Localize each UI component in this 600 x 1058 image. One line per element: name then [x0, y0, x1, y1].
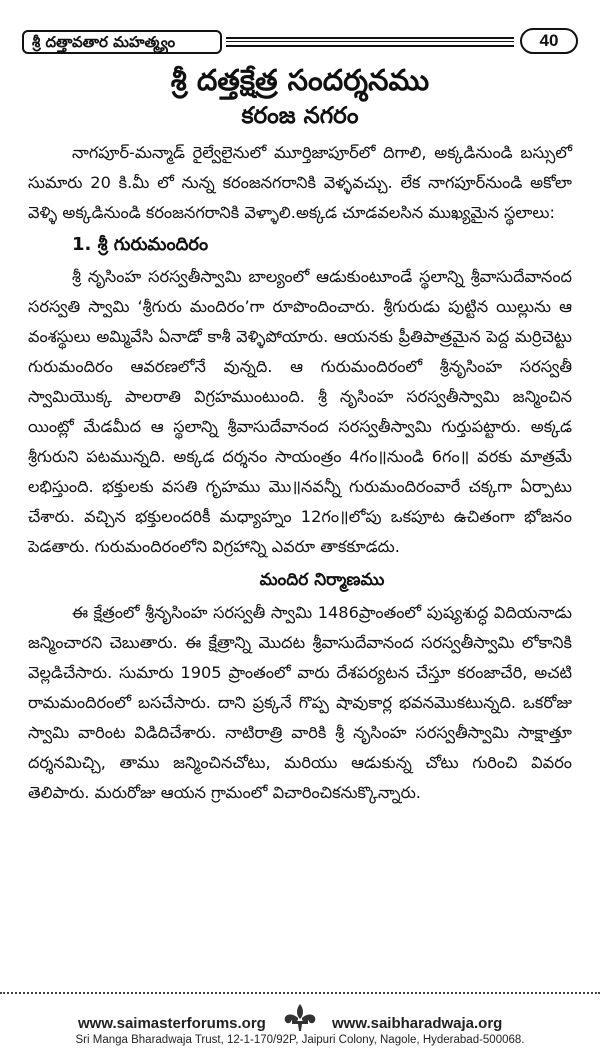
page-title: శ్రీ దత్తక్షేత్ర సందర్శనము	[170, 63, 430, 97]
page-footer	[0, 1003, 600, 1053]
page-subtitle: కరంజ నగరం	[241, 103, 359, 129]
footer-link-right[interactable]: www.saibharadwaja.org	[332, 1015, 503, 1032]
section-paragraph: శ్రీ నృసింహ సరస్వతీస్వామి బాల్యంలో ఆడుకుంటూండే స్థలాన్ని శ్రీవాసుదేవానంద సరస్వతి స్వామి ‘శ్రీగురు మందిరం’గా రూపొందించారు. శ్రీగురుడు పుట్టిన యిల్లును ఆ వంశస్థులు అమ్మివేసి ఏనాడో కాశీ వెళ్ళిపోయారు. ఆయనకు ప్రీతిపాత్రమైన పెద్ద మర్రిచెట్టు గురుమందిరం ఆవరణలోనే వున్నది. ఆ గురుమందిరంలో శ్రీనృసింహ సరస్వతీ స్వామియొక్క పాలరాతి విగ్రహముంటుంది. శ్రీ నృసింహ సరస్వతీస్వామి జన్మించిన యింట్లో మేడమీద ఆ స్థలాన్ని శ్రీవాసుదేవానంద సరస్వతీస్వామి గుర్తుపట్టారు. అక్కడ శ్రీగురుని పటమున్నది. అక్కడ దర్శనం సాయంత్రం 4గం॥నుండి 6గం॥ వరకు మాత్రమే లభిస్తుంది. భక్తులకు వసతి గృహము మొ॥నవన్నీ గురుమందిరంవారే చక్కగా ఏర్పాటు చేశారు. వచ్చిన భక్తులందరికీ మధ్యాహ్నం 12గం॥లోపు ఒకపూట ఉచితంగా భోజనం పెడతారు. గురుమందిరంలోని విగ్రహాన్ని ఎవరూ తాకకూడదు.	[28, 267, 572, 556]
subsection-heading: మందిర నిర్మాణము	[259, 570, 385, 590]
footer-link-left[interactable]: www.saimasterforums.org	[78, 1015, 266, 1032]
footer-address: Sri Manga Bharadwaja Trust, 12-1-170/92P, Jaipuri Colony, Nagole, Hyderabad-500068.	[75, 1034, 525, 1046]
header-rule	[226, 37, 514, 47]
footer-divider	[0, 992, 600, 994]
book-title: శ్రీ దత్తావతార మహత్మ్యం	[22, 30, 222, 54]
section-paragraph-2: ఈ క్షేత్రంలో శ్రీనృసింహ సరస్వతీ స్వామి 1486ప్రాంతంలో పుష్యశుద్ధ విదియనాడు జన్మించారని చెబుతారు. ఈ క్షేత్రాన్ని మొదట శ్రీవాసుదేవానంద సరస్వతీస్వామి లోకానికి వెల్లడిచేసారు. సుమారు 1905 ప్రాంతంలో వారు దేశపర్యటన చేస్తూ కరంజాచేరి, అచటి రామమందిరంలో బసచేసారు. దాని ప్రక్కనే గొప్ప షావుకార్ల భవనమొకటున్నది. ఒకరోజు స్వామి వారింట విడిదిచేశారు. నాటిరాత్రి వారికి శ్రీ నృసింహ సరస్వతీస్వామి సాక్షాత్తూ దర్శనమిచ్చి, తాము జన్మించినచోటు, మరియు ఆడుకున్న చోటు గురించి వివరం తెలిపారు. మరురోజు ఆయన గ్రామంలో విచారించికనుక్కొన్నారు.	[28, 603, 572, 802]
page-header	[22, 30, 578, 56]
article-body	[28, 138, 572, 808]
fleur-de-lis-icon	[279, 1003, 321, 1033]
intro-paragraph: నాగపూర్-మన్మాడ్ రైల్వేలైనులో మూర్తిజాపూర్‌లో దిగాలి, అక్కడినుండి బస్సులో సుమారు 20 కి.మీ లో నున్న కరంజనగరానికి వెళ్ళవచ్చు. లేక నాగపూర్‌నుండి అకోలా వెళ్ళి అక్కడినుండి కరంజనగరానికి వెళ్ళాలి.అక్కడ చూడవలసిన ముఖ్యమైన స్థలాలు:	[28, 143, 572, 222]
page-number: 40	[520, 28, 578, 54]
section-heading: 1. శ్రీ గురుమందిరం	[72, 234, 209, 255]
